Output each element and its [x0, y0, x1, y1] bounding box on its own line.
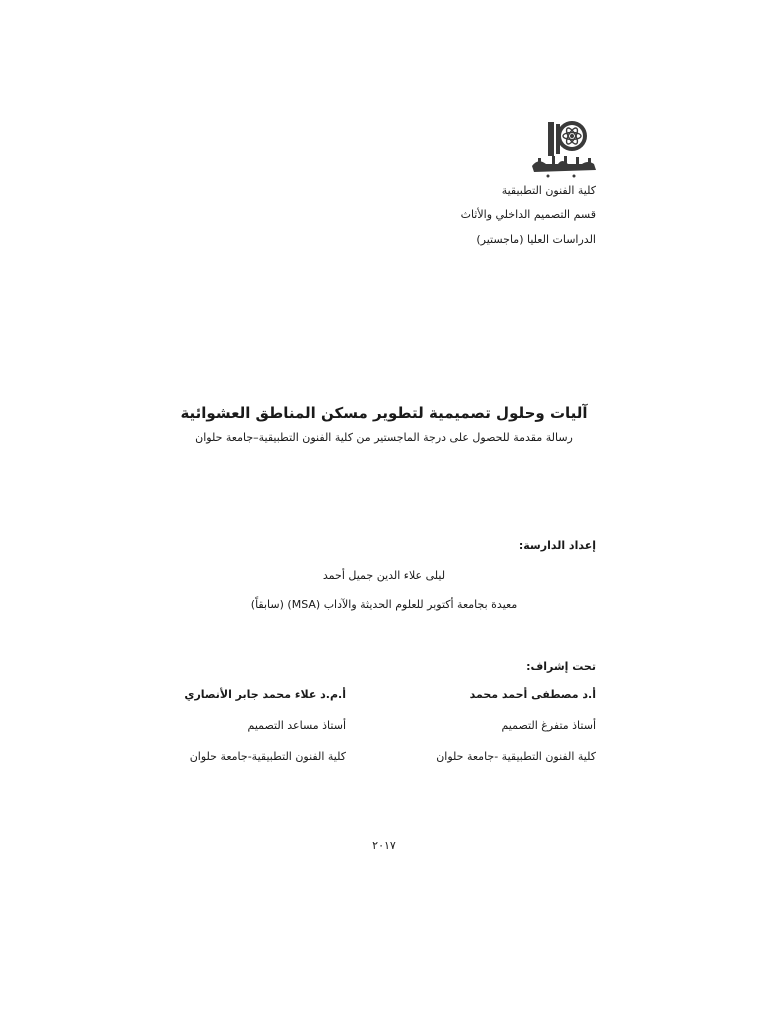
author-name: ليلى علاء الدين جميل أحمد — [322, 569, 446, 582]
supervisor-2-name: أ.م.د علاء محمد جابر الأنصاري — [184, 688, 346, 701]
studies-label: الدراسات العليا (ماجستير) — [476, 233, 596, 246]
year: ٢٠١٧ — [372, 839, 396, 852]
thesis-subtitle: رسالة مقدمة للحصول على درجة الماجستير من كلية الفنون التطبيقية–جامعة حلوان — [195, 431, 573, 444]
department-name: قسم التصميم الداخلي والأثاث — [460, 208, 596, 221]
author-position: معيدة بجامعة أكتوبر للعلوم الحديثة والآداب (MSA) (سابقاً) — [250, 598, 518, 611]
supervisor-1-affiliation: كلية الفنون التطبيقية -جامعة حلوان — [436, 750, 596, 763]
thesis-title: آليات وحلول تصميمية لتطوير مسكن المناطق العشوائية — [180, 404, 588, 422]
university-logo-icon — [528, 116, 600, 182]
supervisor-1-title: أستاذ متفرغ التصميم — [501, 719, 596, 732]
supervisor-2-affiliation: كلية الفنون التطبيقية-جامعة حلوان — [189, 750, 346, 763]
author-heading: إعداد الدارسة: — [518, 539, 596, 552]
supervision-heading: تحت إشراف: — [526, 660, 596, 673]
supervisor-1-name: أ.د مصطفى أحمد محمد — [469, 688, 596, 701]
supervisor-2-title: أستاذ مساعد التصميم — [247, 719, 346, 732]
faculty-name: كلية الفنون التطبيقية — [501, 184, 596, 197]
